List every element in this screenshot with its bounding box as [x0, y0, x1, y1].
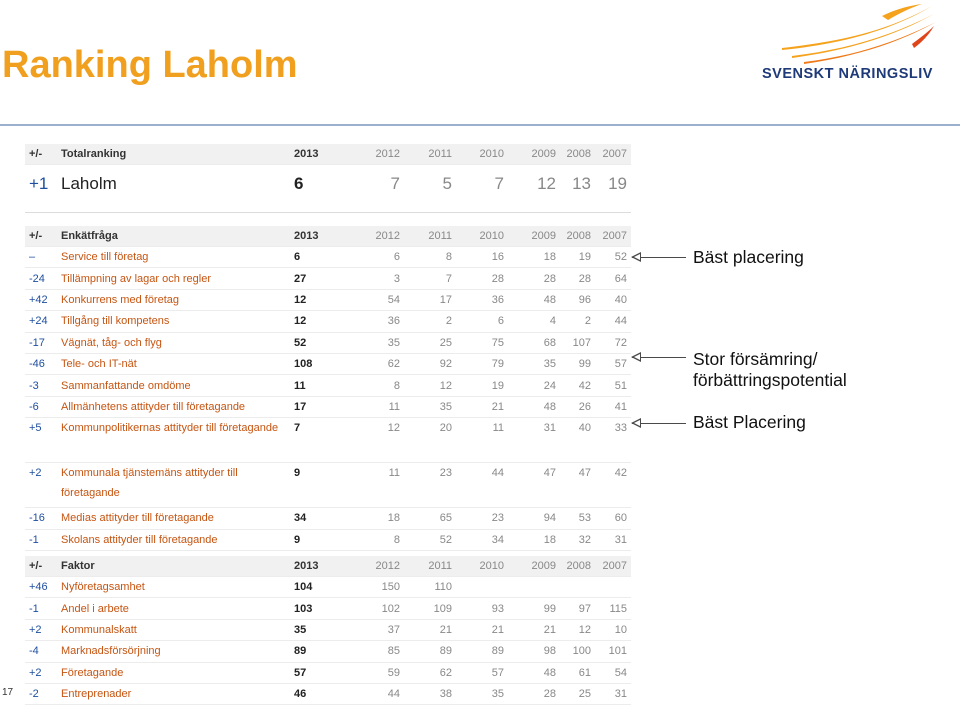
- year-header: 2009: [508, 556, 560, 577]
- value-cell: 42: [560, 375, 595, 396]
- value-cell: 47: [508, 463, 560, 508]
- value-cell: 7: [494, 174, 504, 193]
- year-header: 2010: [456, 226, 508, 247]
- value-cell: 54: [352, 289, 404, 310]
- category-header: Faktor: [61, 556, 290, 577]
- header-divider: [0, 124, 960, 126]
- value-cell: 8: [352, 375, 404, 396]
- year-header: 2013: [290, 144, 352, 165]
- value-cell: 52: [290, 332, 352, 353]
- table-row: [25, 508, 631, 529]
- value-cell: 19: [456, 375, 508, 396]
- change-cell: +24: [25, 311, 61, 332]
- change-cell: –: [25, 247, 61, 268]
- value-cell: 150: [352, 577, 404, 598]
- change-cell: -24: [25, 268, 61, 289]
- year-header: 2012: [352, 556, 404, 577]
- value-cell: 7: [404, 268, 456, 289]
- value-cell: 17: [404, 289, 456, 310]
- value-cell: 13: [572, 174, 591, 193]
- value-cell: 27: [290, 268, 352, 289]
- page-title: Ranking Laholm: [2, 44, 298, 86]
- value-cell: 18: [508, 529, 560, 550]
- value-cell: 35: [404, 396, 456, 417]
- table-row: [25, 165, 631, 204]
- faktor-header-row: [25, 556, 631, 577]
- row-label: Service till företag: [61, 247, 290, 268]
- value-cell: 20: [404, 418, 456, 463]
- value-cell: 57: [290, 662, 352, 683]
- annotation-best-placement-2: Bäst Placering: [693, 412, 806, 432]
- value-cell: 28: [560, 268, 595, 289]
- year-header: 2009: [508, 144, 560, 165]
- row-label: Medias attityder till företagande: [61, 508, 290, 529]
- year-header: 2007: [595, 556, 631, 577]
- value-cell: 44: [352, 683, 404, 704]
- row-label: Marknadsförsörjning: [61, 641, 290, 662]
- value-cell: 48: [508, 662, 560, 683]
- year-header: 2007: [595, 226, 631, 247]
- row-label: Tillämpning av lagar och regler: [61, 268, 290, 289]
- value-cell: 89: [404, 641, 456, 662]
- year-header: 2009: [508, 226, 560, 247]
- change-header: +/-: [25, 144, 61, 165]
- value-cell: 100: [560, 641, 595, 662]
- value-cell: 23: [404, 463, 456, 508]
- value-cell: 52: [404, 529, 456, 550]
- row-label: Skolans attityder till företagande: [61, 529, 290, 550]
- year-header: 2013: [290, 226, 352, 247]
- value-cell: 3: [352, 268, 404, 289]
- table-row: [25, 463, 631, 508]
- value-cell: 48: [508, 396, 560, 417]
- value-cell: 12: [352, 418, 404, 463]
- row-label: Tele- och IT-nät: [61, 353, 290, 374]
- value-cell: 12: [537, 174, 556, 193]
- value-cell: 65: [404, 508, 456, 529]
- year-header: 2011: [404, 226, 456, 247]
- value-cell: 5: [442, 174, 452, 193]
- value-cell: 97: [560, 598, 595, 619]
- table-row: [25, 619, 631, 640]
- value-cell: 9: [290, 529, 352, 550]
- row-label: Konkurrens med företag: [61, 289, 290, 310]
- value-cell: 104: [290, 577, 352, 598]
- change-cell: -6: [25, 396, 61, 417]
- value-cell: 52: [595, 247, 631, 268]
- table-row: [25, 247, 631, 268]
- value-cell: 8: [404, 247, 456, 268]
- value-cell: 19: [560, 247, 595, 268]
- value-cell: 68: [508, 332, 560, 353]
- value-cell: 54: [595, 662, 631, 683]
- annotation-best-placement: Bäst placering: [693, 247, 804, 267]
- value-cell: 9: [290, 463, 352, 508]
- table-row: [25, 375, 631, 396]
- row-label: Sammanfattande omdöme: [61, 375, 290, 396]
- value-cell: 24: [508, 375, 560, 396]
- value-cell: 75: [456, 332, 508, 353]
- value-cell: 62: [404, 662, 456, 683]
- enkatfraga-header-row: [25, 226, 631, 247]
- change-cell: +42: [25, 289, 61, 310]
- value-cell: 4: [508, 311, 560, 332]
- value-cell: 12: [290, 311, 352, 332]
- change-cell: +2: [25, 619, 61, 640]
- change-header: +/-: [25, 556, 61, 577]
- value-cell: 18: [508, 247, 560, 268]
- row-label: Entreprenader: [61, 683, 290, 704]
- value-cell: 12: [290, 289, 352, 310]
- value-cell: 37: [352, 619, 404, 640]
- value-cell: 18: [352, 508, 404, 529]
- value-cell: 92: [404, 353, 456, 374]
- value-cell: 72: [595, 332, 631, 353]
- value-cell: 17: [290, 396, 352, 417]
- value-cell: 31: [595, 529, 631, 550]
- annotation-decline-line2: förbättringspotential: [693, 370, 847, 390]
- value-cell: 89: [290, 641, 352, 662]
- value-cell: 7: [390, 174, 400, 193]
- value-cell: 23: [456, 508, 508, 529]
- value-cell: 35: [290, 619, 352, 640]
- svenskt-naringsliv-logo: [762, 4, 942, 84]
- row-label-text: Kommunpolitikernas attityder till företagande: [61, 422, 279, 435]
- value-cell: [456, 577, 508, 598]
- value-cell: 109: [404, 598, 456, 619]
- change-cell: -17: [25, 332, 61, 353]
- table-row: [25, 683, 631, 704]
- value-cell: 28: [508, 683, 560, 704]
- change-cell: -1: [25, 598, 61, 619]
- table-row: [25, 598, 631, 619]
- value-cell: 16: [456, 247, 508, 268]
- value-cell: 46: [290, 683, 352, 704]
- value-cell: 47: [560, 463, 595, 508]
- value-cell: 32: [560, 529, 595, 550]
- change-cell: -16: [25, 508, 61, 529]
- year-header: 2013: [290, 556, 352, 577]
- totalranking-header-row: [25, 144, 631, 165]
- value-cell: 103: [290, 598, 352, 619]
- value-cell: 79: [456, 353, 508, 374]
- value-cell: 12: [404, 375, 456, 396]
- value-cell: 21: [404, 619, 456, 640]
- value-cell: 21: [456, 619, 508, 640]
- value-cell: 40: [595, 289, 631, 310]
- value-cell: 12: [560, 619, 595, 640]
- year-header: 2012: [352, 226, 404, 247]
- value-cell: 31: [508, 418, 560, 463]
- change-cell: -3: [25, 375, 61, 396]
- value-cell: 8: [352, 529, 404, 550]
- value-cell: 28: [456, 268, 508, 289]
- year-header: 2007: [595, 144, 631, 165]
- value-cell: 44: [456, 463, 508, 508]
- totalranking-table: [25, 144, 631, 203]
- value-cell: 10: [595, 619, 631, 640]
- value-cell: 40: [560, 418, 595, 463]
- value-cell: 48: [508, 289, 560, 310]
- row-label: Allmänhetens attityder till företagande: [61, 396, 290, 417]
- value-cell: 115: [595, 598, 631, 619]
- table-row: [25, 268, 631, 289]
- value-cell: 7: [290, 418, 352, 463]
- value-cell: 99: [508, 598, 560, 619]
- year-header: 2010: [456, 144, 508, 165]
- change-cell: -2: [25, 683, 61, 704]
- change-cell: -1: [25, 529, 61, 550]
- value-cell: 34: [456, 529, 508, 550]
- value-cell: 38: [404, 683, 456, 704]
- value-cell: 59: [352, 662, 404, 683]
- faktor-table: [25, 556, 631, 705]
- row-label: [61, 418, 290, 463]
- value-cell: 57: [595, 353, 631, 374]
- change-cell: +1: [29, 174, 49, 193]
- row-label: Andel i arbete: [61, 598, 290, 619]
- table-row: [25, 289, 631, 310]
- value-cell: 42: [595, 463, 631, 508]
- change-cell: -46: [25, 353, 61, 374]
- year-header: 2008: [560, 226, 595, 247]
- logo-swoosh-icon: [762, 4, 942, 64]
- category-header: Enkätfråga: [61, 226, 290, 247]
- row-label: Kommunalskatt: [61, 619, 290, 640]
- section-divider: [25, 212, 631, 213]
- value-cell: 21: [508, 619, 560, 640]
- table-row: [25, 311, 631, 332]
- value-cell: 34: [290, 508, 352, 529]
- value-cell: 11: [352, 463, 404, 508]
- year-header: 2010: [456, 556, 508, 577]
- value-cell: 2: [560, 311, 595, 332]
- value-cell: 35: [456, 683, 508, 704]
- value-cell: 110: [404, 577, 456, 598]
- table-row: [25, 662, 631, 683]
- value-cell: 35: [508, 353, 560, 374]
- table-row: [25, 396, 631, 417]
- value-cell: 44: [595, 311, 631, 332]
- table-row: [25, 641, 631, 662]
- row-label: [61, 463, 290, 508]
- row-label: Nyföretagsamhet: [61, 577, 290, 598]
- value-cell: 53: [560, 508, 595, 529]
- year-header: 2008: [560, 144, 595, 165]
- table-row: [25, 418, 631, 463]
- value-cell: 11: [456, 418, 508, 463]
- page-number: 17: [2, 687, 14, 698]
- value-cell: 36: [456, 289, 508, 310]
- value-cell: 85: [352, 641, 404, 662]
- value-cell: 62: [352, 353, 404, 374]
- change-cell: +2: [25, 662, 61, 683]
- value-cell: 107: [560, 332, 595, 353]
- table-row: [25, 529, 631, 550]
- value-cell: 101: [595, 641, 631, 662]
- value-cell: 11: [290, 375, 352, 396]
- table-row: [25, 353, 631, 374]
- value-cell: 60: [595, 508, 631, 529]
- value-cell: 25: [404, 332, 456, 353]
- value-cell: 33: [595, 418, 631, 463]
- row-label: Tillgång till kompetens: [61, 311, 290, 332]
- value-cell: 96: [560, 289, 595, 310]
- row-label-text: Kommunala tjänstemäns attityder till företagande: [61, 467, 238, 500]
- value-cell: 41: [595, 396, 631, 417]
- value-cell: 6: [294, 174, 304, 193]
- change-cell: +2: [25, 463, 61, 508]
- category-header: Totalranking: [61, 144, 290, 165]
- arrow-left-icon: [632, 257, 686, 258]
- value-cell: 26: [560, 396, 595, 417]
- value-cell: 64: [595, 268, 631, 289]
- year-header: 2008: [560, 556, 595, 577]
- arrow-left-icon: [632, 357, 686, 358]
- value-cell: 6: [456, 311, 508, 332]
- value-cell: 6: [290, 247, 352, 268]
- value-cell: 11: [352, 396, 404, 417]
- value-cell: 35: [352, 332, 404, 353]
- year-header: 2012: [352, 144, 404, 165]
- table-row: [25, 332, 631, 353]
- value-cell: 36: [352, 311, 404, 332]
- row-label: Företagande: [61, 662, 290, 683]
- year-header: 2011: [404, 144, 456, 165]
- value-cell: [560, 577, 595, 598]
- value-cell: 51: [595, 375, 631, 396]
- value-cell: 108: [290, 353, 352, 374]
- row-label: Vägnät, tåg- och flyg: [61, 332, 290, 353]
- value-cell: 19: [608, 174, 627, 193]
- value-cell: 31: [595, 683, 631, 704]
- value-cell: 93: [456, 598, 508, 619]
- value-cell: 2: [404, 311, 456, 332]
- value-cell: 89: [456, 641, 508, 662]
- value-cell: 28: [508, 268, 560, 289]
- value-cell: 98: [508, 641, 560, 662]
- value-cell: [508, 577, 560, 598]
- change-header: +/-: [25, 226, 61, 247]
- value-cell: 21: [456, 396, 508, 417]
- value-cell: 99: [560, 353, 595, 374]
- annotation-decline-line1: Stor försämring/: [693, 349, 818, 369]
- value-cell: 25: [560, 683, 595, 704]
- value-cell: 61: [560, 662, 595, 683]
- municipality-label: Laholm: [61, 174, 117, 193]
- value-cell: 102: [352, 598, 404, 619]
- enkatfraga-table: [25, 226, 631, 551]
- arrow-left-icon: [632, 423, 686, 424]
- value-cell: [595, 577, 631, 598]
- change-cell: +46: [25, 577, 61, 598]
- change-cell: +5: [25, 418, 61, 463]
- table-row: [25, 577, 631, 598]
- value-cell: 6: [352, 247, 404, 268]
- change-cell: -4: [25, 641, 61, 662]
- year-header: 2011: [404, 556, 456, 577]
- logo-text: SVENSKT NÄRINGSLIV: [762, 66, 933, 82]
- value-cell: 57: [456, 662, 508, 683]
- value-cell: 94: [508, 508, 560, 529]
